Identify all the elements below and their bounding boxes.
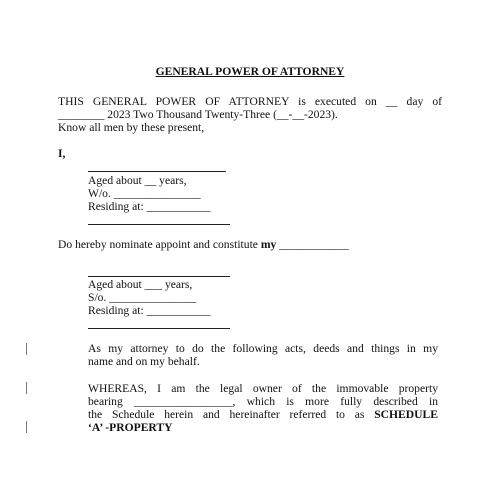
principal-residence: Residing at: ___________ — [88, 200, 211, 213]
attorney-residence: Residing at: ___________ — [88, 304, 211, 317]
schedule-property: -PROPERTY — [105, 421, 173, 434]
attorney-relation: S/o. _______________ — [88, 291, 197, 304]
principal-relation: W/o. _______________ — [88, 187, 201, 200]
document-title: GENERAL POWER OF ATTORNEY — [155, 65, 345, 78]
margin-change-bar — [26, 343, 27, 355]
nominate-text: Do hereby nominate appoint and constitute — [58, 238, 258, 251]
principal-name-line — [88, 171, 226, 172]
margin-change-bar — [26, 421, 27, 433]
attorney-name-line — [88, 276, 230, 277]
acts-line-2: name and on my behalf. — [88, 355, 200, 368]
nominate-blank: ____________ — [279, 238, 349, 251]
whereas-line-4 — [88, 421, 173, 435]
attorney-address-line — [88, 328, 230, 329]
schedule-letter: ‘A’ — [88, 421, 103, 434]
whereas-line-3 — [88, 408, 438, 422]
acts-line-1: As my attorney to do the following acts, deeds and things in my — [88, 342, 438, 355]
whereas-line-2: bearing _________________, which is more fully described in — [88, 395, 438, 408]
margin-change-bar — [26, 382, 27, 394]
whereas-line-1: WHEREAS, I am the legal owner of the immovable property — [88, 382, 438, 395]
whereas-schedule-emphasis: SCHEDULE — [374, 408, 438, 421]
intro-line-3: Know all men by these present, — [58, 121, 205, 134]
nominate-line — [58, 238, 349, 252]
principal-age: Aged about __ years, — [88, 174, 187, 187]
principal-marker: I, — [58, 147, 66, 160]
whereas-line-3-text: the Schedule herein and hereinafter referred to as — [88, 408, 365, 421]
intro-line-2: ________ 2023 Two Thousand Twenty-Three (__-__-2023). — [58, 108, 338, 121]
nominate-emphasis: my — [260, 238, 277, 251]
principal-address-line — [88, 224, 230, 225]
intro-line-1: THIS GENERAL POWER OF ATTORNEY is executed on __ day of — [58, 95, 442, 108]
attorney-age: Aged about ___ years, — [88, 278, 193, 291]
